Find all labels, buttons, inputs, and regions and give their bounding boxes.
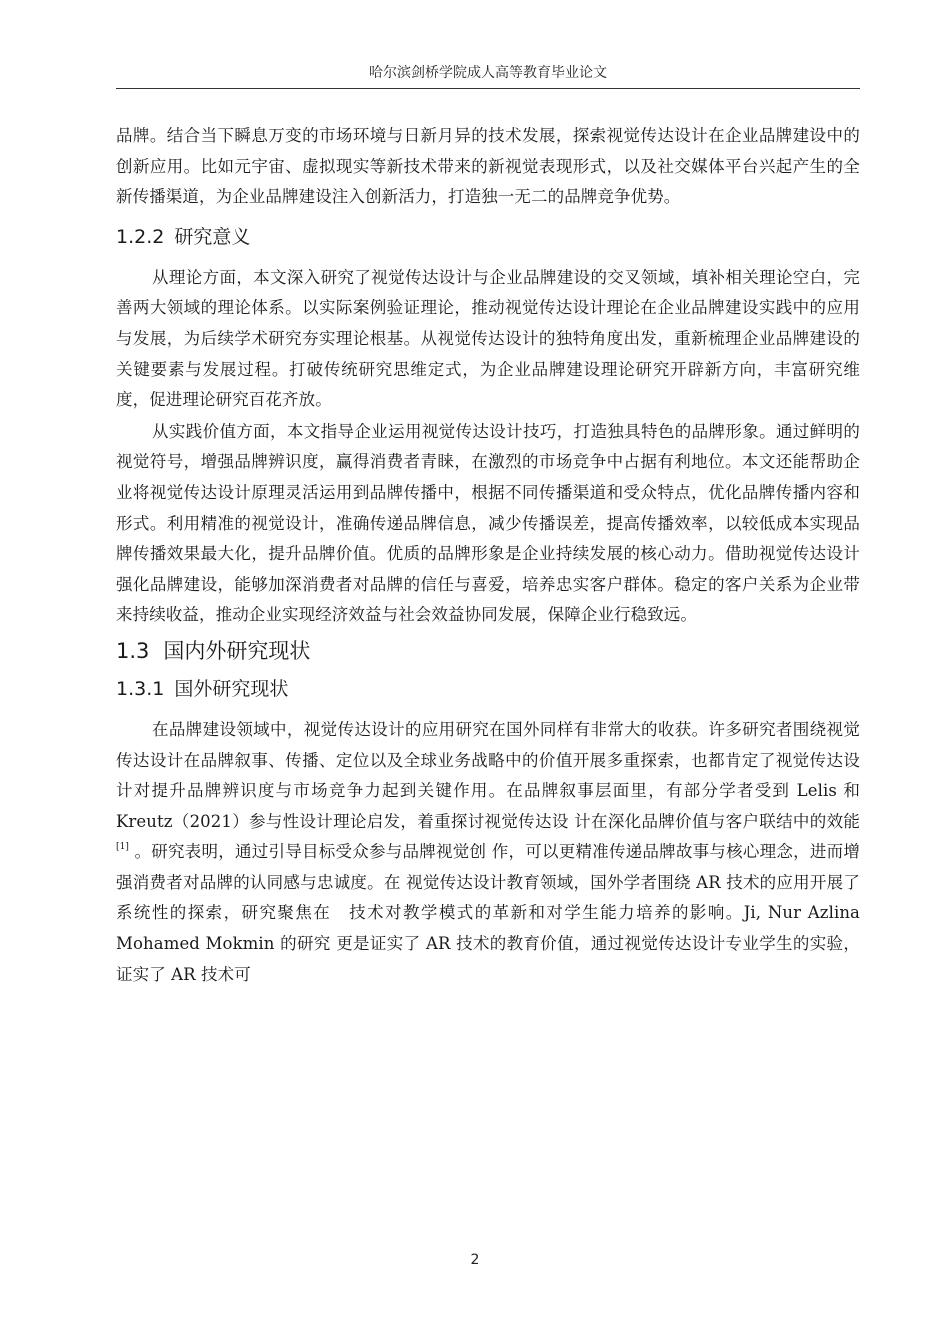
page-body [116,118,860,991]
paragraph-text: 。研究表明，通过引导目标受众参与品牌视觉创 作，可以更精准传递品牌故事与核心理念，进而增强消费者对品牌的认同感与忠诚度。在 视觉传达设计教育领域，国外学者围绕 AR 技术的应用开展了系统性的探索，研究聚焦在 技术对教学模式的革新和对学生能力培养的影响。Ji, Nur Azlina Mohamed Mokmin 的研究 更是证实了 AR 技术的教育价值，通过视觉传达设计专业学生的实验，证实了 AR 技术可 [116,842,860,984]
section-title: 国外研究现状 [174,677,289,700]
citation-marker: [1] [116,842,130,853]
running-header: 哈尔滨剑桥学院成人高等教育毕业论文 [369,65,607,81]
section-number: 1.3.1 [116,677,165,700]
section-title: 国内外研究现状 [163,638,311,663]
page-number: 2 [470,1252,480,1268]
paragraph-continued: 品牌。结合当下瞬息万变的市场环境与日新月异的技术发展，探索视觉传达设计在企业品牌建设中的创新应用。比如元宇宙、虚拟现实等新技术带来的新视觉表现形式，以及社交媒体平台兴起产生的全新传播渠道，为企业品牌建设注入创新活力，打造独一无二的品牌竞争优势。 [116,126,860,207]
section-heading-1-3 [116,637,860,665]
section-heading-1-2-2 [116,225,860,249]
section-heading-1-3-1 [116,677,860,701]
header-divider [116,88,860,89]
paragraph-foreign-research [116,715,860,990]
paragraph-theory: 从理论方面，本文深入研究了视觉传达设计与企业品牌建设的交叉领域，填补相关理论空白，完善两大领域的理论体系。以实际案例验证理论，推动视觉传达设计理论在企业品牌建设实践中的应用与发展，为后续学术研究夯实理论根基。从视觉传达设计的独特角度出发，重新梳理企业品牌建设的关键要素与发展过程。打破传统研究思维定式，为企业品牌建设理论研究开辟新方向，丰富研究维度，促进理论研究百花齐放。 [116,267,860,410]
section-number: 1.2.2 [116,225,165,248]
paragraph-practice: 从实践价值方面，本文指导企业运用视觉传达设计技巧，打造独具特色的品牌形象。通过鲜明的视觉符号，增强品牌辨识度，赢得消费者青睐，在激烈的市场竞争中占据有利地位。本文还能帮助企业将视觉传达设计原理灵活运用到品牌传播中，根据不同传播渠道和受众特点，优化品牌传播内容和形式。利用精准的视觉设计，准确传递品牌信息，减少传播误差，提高传播效率，以较低成本实现品牌传播效果最大化，提升品牌价值。优质的品牌形象是企业持续发展的核心动力。借助视觉传达设计强化品牌建设，能够加深消费者对品牌的信任与喜爱，培养忠实客户群体。稳定的客户关系为企业带来持续收益，推动企业实现经济效益与社会效益协同发展，保障企业行稳致远。 [116,421,860,625]
paragraph-text: 在品牌建设领域中，视觉传达设计的应用研究在国外同样有非常大的收获。许多研究者围绕视觉传达设计在品牌叙事、传播、定位以及全球业务战略中的价值开展多重探索，也都肯定了视觉传达设计对提升品牌辨识度与市场竞争力起到关键作用。在品牌叙事层面里，有部分学者受到 Lelis 和 Kreutz（2021）参与性设计理论启发，着重探讨视觉传达设 计在深化品牌价值与客户联结中的效能 [116,719,860,831]
section-title: 研究意义 [174,225,251,248]
section-number: 1.3 [116,638,150,663]
